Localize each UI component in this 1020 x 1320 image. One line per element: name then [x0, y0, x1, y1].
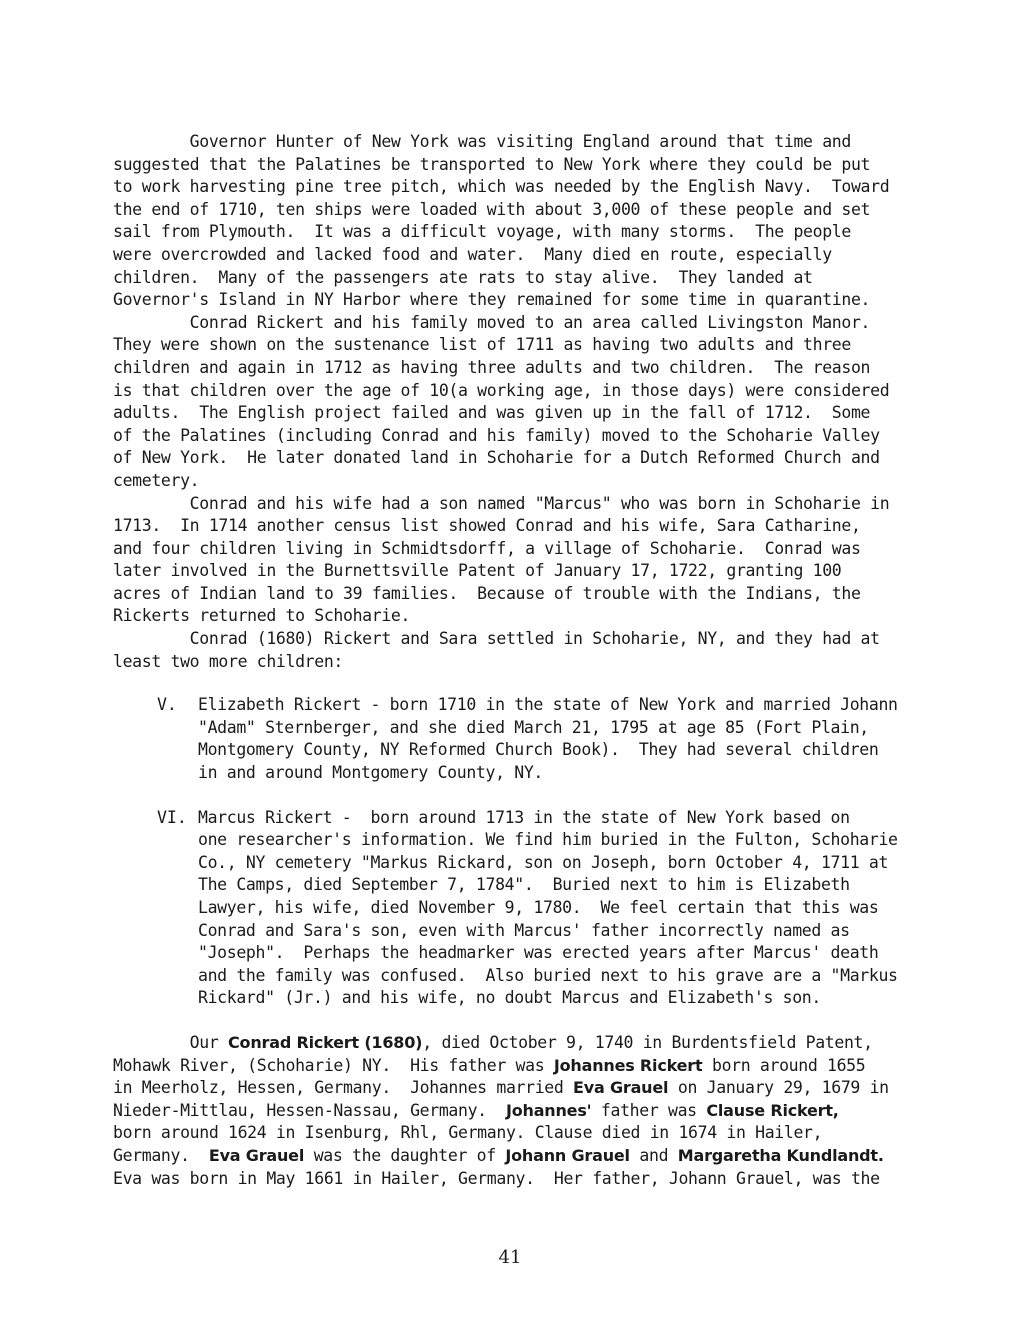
bold-name: Johann Grauel: [505, 1145, 630, 1165]
text-run: Our: [113, 1032, 229, 1052]
list-item-number: VI.: [157, 807, 187, 827]
paragraph-livingston-manor: Conrad Rickert and his family moved to an area called Livingston Manor. They were shown on the sustenance list of 1711 as having two adults and three children and again in 1712 as having three adults and two children. The reason is that children over the age of 10(a working age, in those days) were considered adults. The English project failed and was given up in the fall of 1712. Some of the Palatines (including Conrad and his family) moved to the Schoharie Valley of New York. He later donated land in Schoharie for a Dutch Reformed Church and cemetery.: [113, 312, 890, 490]
bold-name: Eva Grauel: [573, 1078, 669, 1098]
list-item-text: Elizabeth Rickert - born 1710 in the state of New York and married Johann "Adam" Sternberger, and she died March 21, 1795 at age 85 (Fort Plain, Montgomery County, NY Reformed Church Book). They had several children in and around Montgomery County, NY.: [198, 695, 898, 783]
paragraph-palatines-voyage: Governor Hunter of New York was visiting England around that time and suggested that the Palatines be transported to New York where they could be put to work harvesting pine tree pitch, which was needed by the English Navy. Toward the end of 1710, ten ships were loaded with about 3,000 of these people and set sail from Plymouth. It was a difficult voyage, with many storms. The people were overcrowded and lacked food and water. Many died en route, especially children. Many of the passengers ate rats to stay alive. They landed at Governor's Island in NY Harbor where they remained for some time in quarantine.: [113, 132, 890, 310]
list-item-number: V.: [157, 695, 177, 715]
bold-name: Conrad Rickert (1680): [228, 1032, 423, 1052]
text-run: was the daughter of: [304, 1145, 506, 1165]
bold-name: Eva Grauel: [208, 1145, 305, 1165]
bold-name: Johannes Rickert: [553, 1055, 703, 1075]
text-run: born around 1655 in Meerholz, Hessen, Germany. Johannes married: [113, 1055, 866, 1098]
paragraph-schoharie-settlement: Conrad (1680) Rickert and Sara settled in Schoharie, NY, and they had at least two more children:: [113, 629, 880, 671]
bold-name: Johannes': [505, 1100, 592, 1120]
page-number: 41: [498, 1247, 522, 1268]
text-run: born around 1624 in Isenburg, Rhl, Germany. Clause died in 1674 in Hailer, Germany.: [113, 1123, 823, 1165]
bold-name: Margaretha Kundlandt.: [677, 1145, 884, 1165]
paragraph-marcus-birth: Conrad and his wife had a son named "Marcus" who was born in Schoharie in 1713. In 1714 another census list showed Conrad and his wife, Sara Catharine, and four children living in Schmidtsdorff, a village of Schoharie. Conrad was later involved in the Burnettsville Patent of January 17, 1722, granting 100 acres of Indian land to 39 families. Because of trouble with the Indians, the Rickerts returned to Schoharie.: [113, 493, 890, 626]
text-run: and: [629, 1145, 678, 1165]
document-page: [113, 131, 953, 1190]
list-item-text: Marcus Rickert - born around 1713 in the state of New York based on one researcher's information. We find him buried in the Fulton, Schoharie Co., NY cemetery "Markus Rickard, son on Joseph, born October 4, 1711 at The Camps, died September 7, 1784". Buried next to him is Elizabeth Lawyer, his wife, died November 9, 1780. We feel certain that this was Conrad and Sara's son, even with Marcus' father incorrectly named as "Joseph". Perhaps the headmarker was erected years after Marcus' death and the family was confused. Also buried next to his grave are a "Markus Rickard" (Jr.) and his wife, no doubt Marcus and Elizabeth's son.: [198, 807, 898, 1008]
list-item: [113, 807, 953, 1010]
bold-name: Clause Rickert,: [706, 1100, 839, 1120]
children-list: [113, 694, 953, 1010]
text-run: father was: [591, 1100, 707, 1120]
paragraph-ancestry: [113, 1032, 953, 1190]
text-run: on January 29, 1679 in Nieder-Mittlau, Hessen-Nassau, Germany.: [113, 1078, 889, 1120]
list-item: [113, 694, 953, 784]
text-run: , died October 9, 1740 in Burdentsfield Patent, Mohawk River, (Schoharie) NY. His father was: [113, 1032, 873, 1075]
text-run: Eva was born in May 1661 in Hailer, Germany. Her father, Johann Grauel, was the: [113, 1168, 880, 1188]
